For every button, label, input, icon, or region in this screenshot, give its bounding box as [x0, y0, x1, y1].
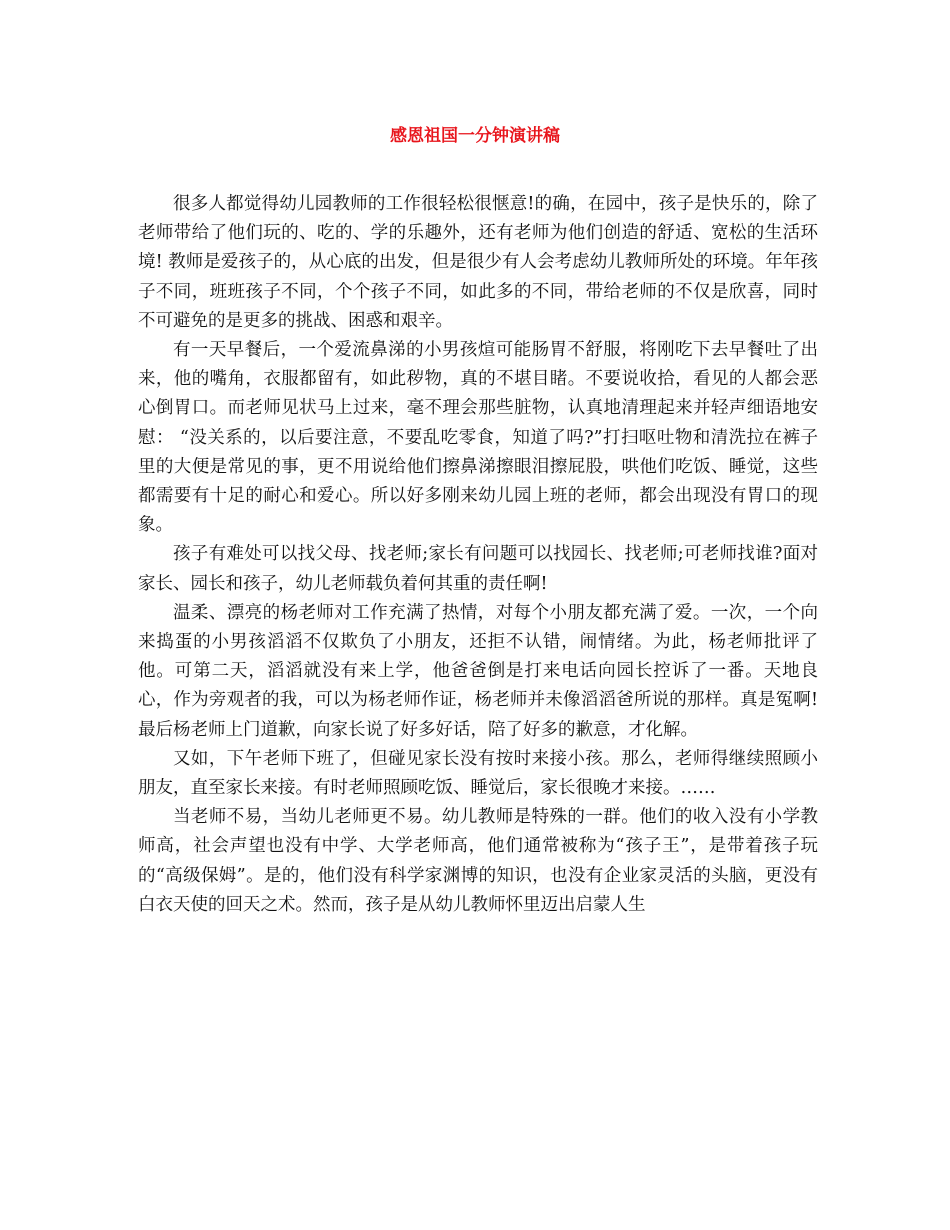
paragraph-3: 孩子有难处可以找父母、找老师;家长有问题可以找园长、找老师;可老师找谁?面对家长、园长和孩子，幼儿老师载负着何其重的责任啊!: [138, 544, 818, 594]
document-body: [138, 190, 818, 920]
paragraph-5: 又如，下午老师下班了，但碰见家长没有按时来接小孩。那么，老师得继续照顾小朋友，直至家长来接。有时老师照顾吃饭、睡觉后，家长很晚才来接。……: [138, 748, 818, 799]
paragraph-2: 有一天早餐后，一个爱流鼻涕的小男孩煊可能肠胃不舒服，将刚吃下去早餐吐了出来，他的嘴角，衣服都留有，如此秽物，真的不堪目睹。不要说收拾，看见的人都会恶心倒胃口。而老师见状马上过来，毫不理会那些脏物，认真地清理起来并轻声细语地安慰： “没关系的，以后要注意，不要乱吃零食，知道了吗?”打扫呕吐物和清洗拉在裤子里的大便是常见的事，更不用说给他们擦鼻涕擦眼泪擦屁股，哄他们吃饭、睡觉，这些都需要有十足的耐心和爱心。所以好多刚来幼儿园上班的老师，都会出现没有胃口的现象。: [138, 340, 818, 536]
paragraph-4: 温柔、漂亮的杨老师对工作充满了热情，对每个小朋友都充满了爱。一次，一个向来捣蛋的小男孩滔滔不仅欺负了小朋友，还拒不认错，闹情绪。为此，杨老师批评了他。可第二天，滔滔就没有来上学，他爸爸倒是打来电话向园长控诉了一番。天地良心，作为旁观者的我，可以为杨老师作证，杨老师并未像滔滔爸所说的那样。真是冤啊!最后杨老师上门道歉，向家长说了好多好话，陪了好多的歉意，才化解。: [138, 602, 818, 740]
document-title: 感恩祖国一分钟演讲稿: [390, 126, 560, 146]
paragraph-6: 当老师不易，当幼儿老师更不易。幼儿教师是特殊的一群。他们的收入没有小学教师高，社会声望也没有中学、大学老师高，他们通常被称为“孩子王”，是带着孩子玩的“高级保姆”。是的，他们没有科学家渊博的知识，也没有企业家灵活的头脑，更没有白衣天使的回天之术。然而，孩子是从幼儿教师怀里迈出启蒙人生: [138, 807, 818, 915]
paragraph-1: 很多人都觉得幼儿园教师的工作很轻松很惬意!的确，在园中，孩子是快乐的，除了老师带给了他们玩的、吃的、学的乐趣外，还有老师为他们创造的舒适、宽松的生活环境! 教师是爱孩子的，从心底的出发，但是很少有人会考虑幼儿教师所处的环境。年年孩子不同，班班孩子不同，个个孩子不同，如此多的不同，带给老师的不仅是欣喜，同时不可避免的是更多的挑战、困惑和艰辛。: [138, 194, 818, 331]
